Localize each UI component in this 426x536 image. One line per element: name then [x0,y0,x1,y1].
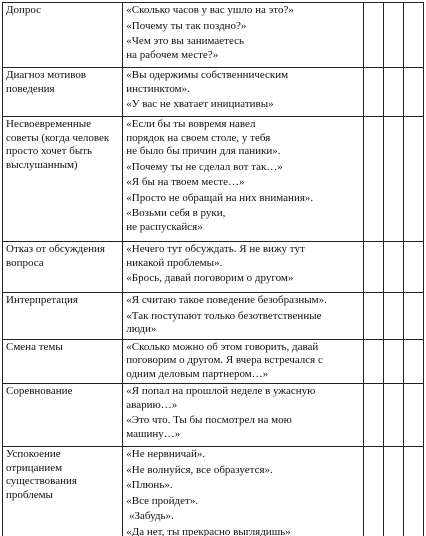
example-line: машину…» [126,427,181,440]
table-row [3,68,424,117]
category-cell: Смена темы [3,339,123,384]
example-line: порядок на своем столе, у тебя [126,131,271,144]
empty-cell [383,3,403,68]
table-row [3,3,424,68]
empty-cell [363,242,383,293]
examples-cell [123,339,364,384]
empty-cell [363,339,383,384]
category-cell: Несвоевременные советы (когда человек просто хочет быть выслушанным) [3,117,123,242]
example-line: одним деловым партнером…» [126,367,269,380]
examples-cell [123,384,364,447]
empty-cell [403,68,423,117]
category-cell: Отказ от обсуждения вопроса [3,242,123,293]
example-line: «Чем это вы занимаетесь [126,35,245,47]
table-row [3,242,424,293]
category-cell: Успокоение отрицанием существования проблемы [3,447,123,536]
empty-cell [363,293,383,340]
example-line: «Вы одержимы собственническим [126,69,289,81]
example-line: «Нечего тут обсуждать. Я не вижу тут [126,243,305,255]
table-row [3,293,424,340]
example-line: не распускайся» [126,220,203,233]
table-row [3,339,424,384]
empty-cell [403,242,423,293]
example-line: «Так поступают только безответственные [126,309,322,322]
category-cell: Допрос [3,3,123,68]
example-line: «Сколько можно об этом говорить, давай [126,340,319,353]
example-line: на рабочем месте?» [126,48,219,61]
example-line: «Возьми себя в руки, [126,207,226,219]
empty-cell [363,447,383,536]
empty-cell [403,339,423,384]
example-line: «Просто не обращай на них внимания». [126,191,314,204]
empty-cell [363,3,383,68]
example-line: никакой проблемы». [126,256,223,269]
example-line: «Все пройдет». [126,494,199,507]
example-line: «Не нервничай». [126,448,206,460]
example-line: «Я бы на твоем месте…» [126,176,245,188]
empty-cell [383,293,403,340]
empty-cell [403,293,423,340]
examples-cell [123,242,364,293]
example-line: «Это что. Ты бы посмотрел на мою [126,414,292,426]
example-line: «Да нет, ты прекрасно выглядишь» [126,525,291,536]
empty-cell [383,384,403,447]
empty-cell [403,447,423,536]
empty-cell [383,68,403,117]
empty-cell [403,3,423,68]
example-line: «Если бы ты вовремя навел [126,118,256,130]
category-cell: Диагноз мотивов поведения [3,68,123,117]
example-line: «Почему ты не сделал вот так…» [126,160,283,173]
empty-cell [403,384,423,447]
examples-cell [123,447,364,536]
empty-cell [363,117,383,242]
example-line: «Я считаю такое поведение безобразным». [126,294,327,306]
example-line: «Почему ты так поздно?» [126,19,247,32]
examples-cell [123,117,364,242]
category-cell: Соревнование [3,384,123,447]
table-row [3,117,424,242]
table-row [3,384,424,447]
example-line: поговорим о другом. Я вчера встречался с [126,354,323,366]
empty-cell [363,68,383,117]
example-line: «Плюнь». [126,479,173,491]
example-line: «Я попал на прошлой неделе в ужасную [126,385,316,397]
examples-cell [123,3,364,68]
example-line: «Забудь». [126,510,174,522]
empty-cell [383,117,403,242]
examples-cell [123,293,364,340]
empty-cell [383,339,403,384]
example-line: «Сколько часов у вас ушло на это?» [126,4,294,16]
example-line: «Не волнуйся, все образуется». [126,463,273,476]
empty-cell [383,242,403,293]
example-line: инстинктом». [126,82,190,95]
empty-cell [383,447,403,536]
example-line: люди» [126,323,157,335]
example-line: «У вас не хватает инициативы» [126,98,274,110]
response-types-table [2,2,424,536]
empty-cell [363,384,383,447]
category-cell: Интерпретация [3,293,123,340]
examples-cell [123,68,364,117]
example-line: не было бы причин для паники». [126,145,281,157]
example-line: «Брось, давай поговорим о другом» [126,272,294,284]
table-row [3,447,424,536]
empty-cell [403,117,423,242]
table-body [3,3,424,536]
example-line: аварию…» [126,398,178,411]
